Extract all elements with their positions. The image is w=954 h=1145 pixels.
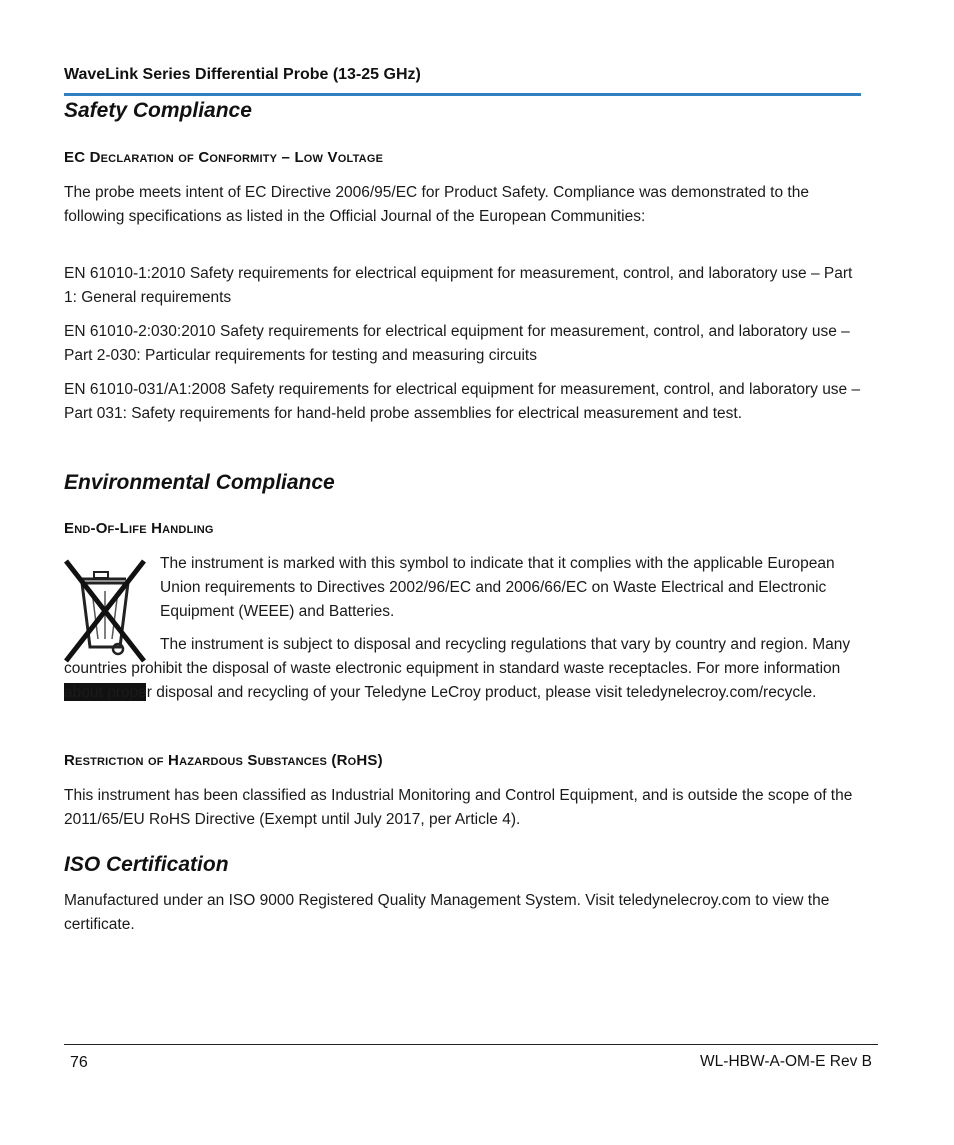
en-61010-1-paragraph: EN 61010-1:2010 Safety requirements for electrical equipment for measurement, control, and laboratory use – Part 1: General requirements <box>64 265 853 306</box>
environmental-compliance-heading: Environmental Compliance <box>64 471 335 494</box>
document-id: WL-HBW-A-OM-E Rev B <box>700 1053 872 1070</box>
running-header-title: WaveLink Series Differential Probe (13-25 GHz) <box>64 66 421 83</box>
rohs-subheading: Restriction of Hazardous Substances (RoHS) <box>64 752 383 769</box>
iso-certification-heading: ISO Certification <box>64 853 229 876</box>
ec-declaration-subheading: EC Declaration of Conformity – Low Voltage <box>64 149 384 166</box>
disposal-regulations-paragraph: The instrument is subject to disposal and recycling regulations that vary by country and region. Many countries prohibit the disposal of waste electronic equipment in standard waste receptacles. For more information about proper disposal and recycling of your Teledyne LeCroy product, please visit teledynelecroy.com/recycle. <box>64 636 851 701</box>
rohs-paragraph: This instrument has been classified as Industrial Monitoring and Control Equipment, and is outside the scope of the 2011/65/EU RoHS Directive (Exempt until July 2017, per Article 4). <box>64 787 853 828</box>
footer-rule <box>64 1044 878 1045</box>
weee-marking-paragraph: The instrument is marked with this symbol to indicate that it complies with the applicable European Union requirements to Directives 2002/96/EC and 2006/66/EC on Waste Electrical and Electronic Equipment (WEEE) and Batteries. <box>160 555 835 620</box>
safety-intro-paragraph: The probe meets intent of EC Directive 2006/95/EC for Product Safety. Compliance was demonstrated to the following specifications as listed in the Official Journal of the European Communities: <box>64 184 809 225</box>
safety-compliance-heading: Safety Compliance <box>64 99 252 122</box>
en-61010-2-030-paragraph: EN 61010-2:030:2010 Safety requirements for electrical equipment for measurement, control, and laboratory use – Part 2-030: Particular requirements for testing and measuring circuits <box>64 323 850 364</box>
iso-paragraph: Manufactured under an ISO 9000 Registered Quality Management System. Visit teledynelecroy.com to view the certificate. <box>64 892 830 933</box>
page-number: 76 <box>70 1054 88 1071</box>
en-61010-031-paragraph: EN 61010-031/A1:2008 Safety requirements for electrical equipment for measurement, control, and laboratory use – Part 031: Safety requirements for hand-held probe assemblies for electrical measurement and test. <box>64 381 861 422</box>
header-rule <box>64 93 861 96</box>
end-of-life-subheading: End-Of-Life Handling <box>64 520 214 537</box>
